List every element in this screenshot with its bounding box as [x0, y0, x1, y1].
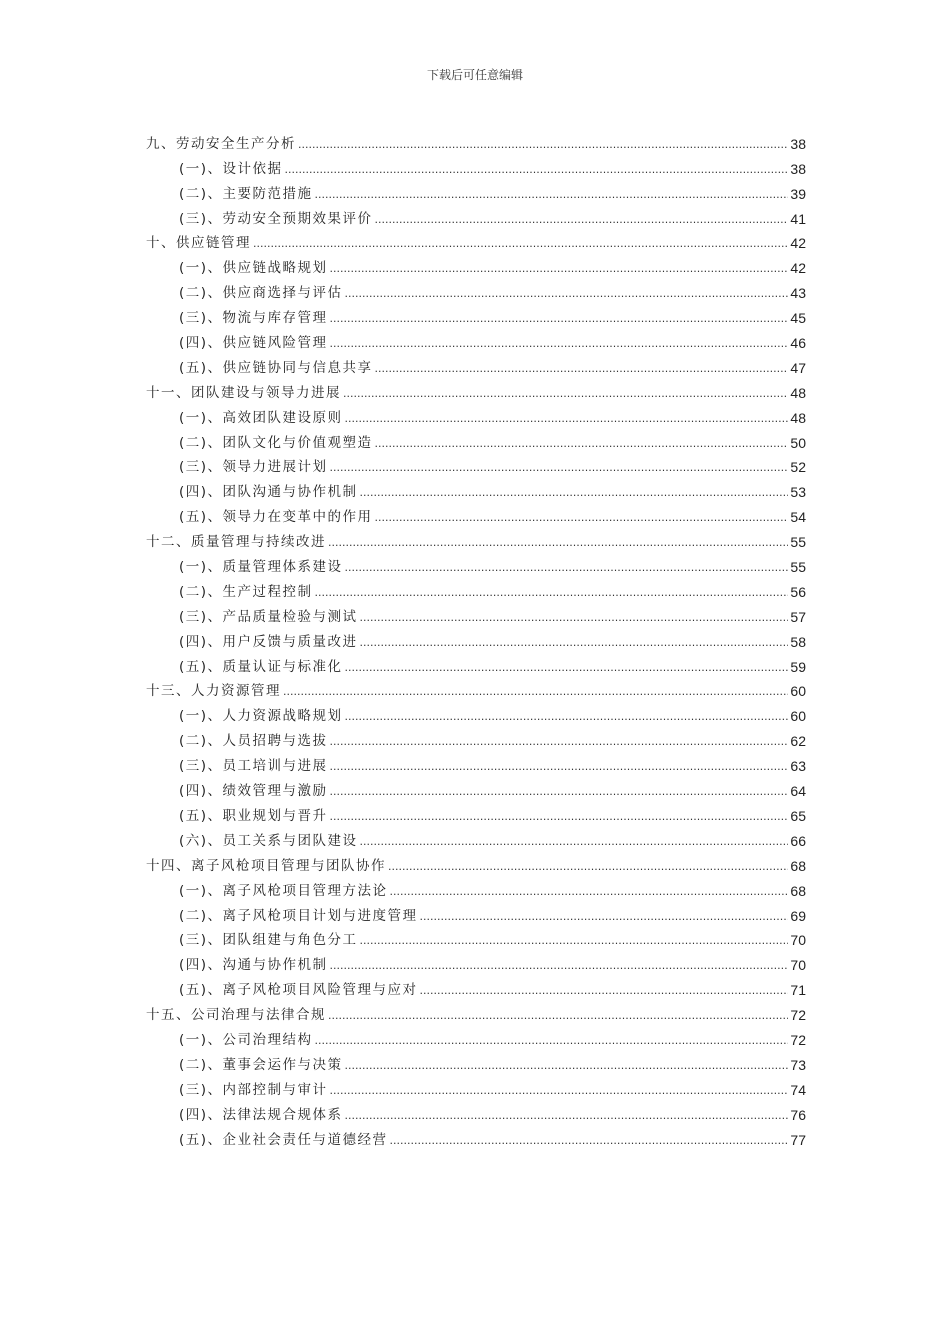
toc-page-number: 76	[790, 1106, 806, 1123]
toc-page-number: 50	[790, 434, 806, 451]
toc-dot-leader	[330, 809, 789, 825]
toc-page-number: 73	[790, 1056, 806, 1073]
toc-entry-label: (五)、领导力在变革中的作用	[179, 509, 373, 526]
toc-entry-label: (一)、设计依据	[179, 160, 283, 177]
toc-section-entry[interactable]	[146, 178, 806, 203]
toc-section-entry[interactable]	[146, 153, 806, 178]
toc-entry-label: (二)、董事会运作与决策	[179, 1056, 343, 1073]
toc-dot-leader	[343, 386, 788, 402]
toc-entry-label: (五)、供应链协同与信息共享	[179, 359, 373, 376]
toc-page-number: 60	[790, 683, 806, 700]
toc-entry-label: 十二、质量管理与持续改进	[146, 534, 326, 551]
toc-dot-leader	[285, 162, 789, 178]
toc-page-number: 72	[790, 1007, 806, 1024]
toc-dot-leader	[298, 137, 788, 153]
toc-dot-leader	[330, 460, 789, 476]
toc-dot-leader	[330, 958, 789, 974]
toc-entry-label: (四)、用户反馈与质量改进	[179, 633, 358, 650]
toc-section-entry[interactable]	[146, 551, 806, 576]
toc-page-number: 72	[790, 1031, 806, 1048]
toc-section-entry[interactable]	[146, 402, 806, 427]
toc-chapter-entry[interactable]	[146, 128, 806, 153]
toc-entry-label: (二)、主要防范措施	[179, 185, 313, 202]
toc-dot-leader	[420, 909, 789, 925]
toc-dot-leader	[345, 1108, 789, 1124]
toc-entry-label: (二)、供应商选择与评估	[179, 285, 343, 302]
toc-page-number: 46	[790, 335, 806, 352]
toc-page-number: 65	[790, 807, 806, 824]
toc-entry-label: (三)、产品质量检验与测试	[179, 608, 358, 625]
toc-section-entry[interactable]	[146, 576, 806, 601]
toc-dot-leader	[330, 261, 789, 277]
toc-dot-leader	[345, 560, 789, 576]
toc-page-number: 60	[790, 708, 806, 725]
toc-page-number: 63	[790, 758, 806, 775]
toc-section-entry[interactable]	[146, 427, 806, 452]
toc-entry-label: (五)、离子风枪项目风险管理与应对	[179, 982, 418, 999]
toc-entry-label: (三)、劳动安全预期效果评价	[179, 210, 373, 227]
toc-page-number: 74	[790, 1081, 806, 1098]
toc-page-number: 64	[790, 783, 806, 800]
toc-entry-label: 十、供应链管理	[146, 235, 251, 252]
toc-section-entry[interactable]	[146, 601, 806, 626]
toc-page-number: 68	[790, 857, 806, 874]
toc-dot-leader	[330, 1083, 789, 1099]
toc-entry-label: (二)、离子风枪项目计划与进度管理	[179, 907, 418, 924]
toc-entry-label: (三)、内部控制与审计	[179, 1081, 328, 1098]
toc-section-entry[interactable]	[146, 875, 806, 900]
toc-dot-leader	[253, 236, 788, 252]
toc-entry-label: (二)、团队文化与价值观塑造	[179, 434, 373, 451]
toc-section-entry[interactable]	[146, 651, 806, 676]
toc-page-number: 62	[790, 733, 806, 750]
toc-page-number: 42	[790, 260, 806, 277]
toc-entry-label: (四)、团队沟通与协作机制	[179, 484, 358, 501]
toc-page-number: 55	[790, 559, 806, 576]
toc-dot-leader	[420, 983, 789, 999]
toc-dot-leader	[345, 286, 789, 302]
toc-chapter-entry[interactable]	[146, 676, 806, 701]
toc-page-number: 53	[790, 484, 806, 501]
toc-entry-label: (四)、供应链风险管理	[179, 335, 328, 352]
toc-page-number: 39	[790, 185, 806, 202]
toc-entry-label: (一)、公司治理结构	[179, 1031, 313, 1048]
toc-section-entry[interactable]	[146, 825, 806, 850]
toc-chapter-entry[interactable]	[146, 999, 806, 1024]
toc-entry-label: (三)、团队组建与角色分工	[179, 932, 358, 949]
toc-section-entry[interactable]	[146, 1124, 806, 1149]
toc-dot-leader	[330, 759, 789, 775]
toc-section-entry[interactable]	[146, 277, 806, 302]
toc-entry-label: (二)、人员招聘与选拔	[179, 733, 328, 750]
toc-page-number: 52	[790, 459, 806, 476]
toc-section-entry[interactable]	[146, 974, 806, 999]
toc-section-entry[interactable]	[146, 775, 806, 800]
toc-dot-leader	[315, 187, 789, 203]
toc-entry-label: (三)、物流与库存管理	[179, 310, 328, 327]
toc-section-entry[interactable]	[146, 352, 806, 377]
toc-section-entry[interactable]	[146, 1024, 806, 1049]
toc-section-entry[interactable]	[146, 476, 806, 501]
toc-dot-leader	[315, 1033, 789, 1049]
toc-entry-label: 十一、团队建设与领导力进展	[146, 384, 341, 401]
toc-dot-leader	[315, 585, 789, 601]
toc-section-entry[interactable]	[146, 800, 806, 825]
toc-entry-label: 十三、人力资源管理	[146, 683, 281, 700]
toc-entry-label: 十四、离子风枪项目管理与团队协作	[146, 857, 386, 874]
toc-section-entry[interactable]	[146, 1049, 806, 1074]
toc-dot-leader	[283, 684, 788, 700]
toc-dot-leader	[375, 510, 789, 526]
toc-section-entry[interactable]	[146, 700, 806, 725]
toc-dot-leader	[388, 859, 788, 875]
toc-entry-label: (一)、离子风枪项目管理方法论	[179, 882, 388, 899]
toc-dot-leader	[375, 212, 789, 228]
toc-dot-leader	[360, 635, 789, 651]
toc-dot-leader	[330, 311, 789, 327]
toc-dot-leader	[390, 1133, 789, 1149]
toc-dot-leader	[360, 610, 789, 626]
toc-section-entry[interactable]	[146, 626, 806, 651]
toc-entry-label: (五)、企业社会责任与道德经营	[179, 1131, 388, 1148]
toc-page-number: 59	[790, 658, 806, 675]
toc-page-number: 66	[790, 832, 806, 849]
toc-page-number: 48	[790, 409, 806, 426]
toc-entry-label: 十五、公司治理与法律合规	[146, 1007, 326, 1024]
toc-section-entry[interactable]	[146, 203, 806, 228]
toc-dot-leader	[330, 336, 789, 352]
toc-page-number: 55	[790, 534, 806, 551]
toc-dot-leader	[345, 1058, 789, 1074]
page-header: 下载后可任意编辑	[426, 68, 523, 82]
toc-section-entry[interactable]	[146, 501, 806, 526]
toc-page-number: 69	[790, 907, 806, 924]
toc-page-number: 70	[790, 957, 806, 974]
toc-entry-label: (一)、人力资源战略规划	[179, 708, 343, 725]
toc-entry-label: (三)、员工培训与进展	[179, 758, 328, 775]
toc-page-number: 70	[790, 932, 806, 949]
toc-dot-leader	[390, 884, 789, 900]
table-of-contents	[146, 128, 806, 1149]
toc-section-entry[interactable]	[146, 1099, 806, 1124]
toc-page-number: 48	[790, 384, 806, 401]
toc-page-number: 56	[790, 583, 806, 600]
toc-entry-label: (六)、员工关系与团队建设	[179, 832, 358, 849]
toc-dot-leader	[375, 361, 789, 377]
toc-page-number: 42	[790, 235, 806, 252]
toc-page-number: 41	[790, 210, 806, 227]
toc-entry-label: (四)、沟通与协作机制	[179, 957, 328, 974]
toc-page-number: 43	[790, 285, 806, 302]
toc-entry-label: (四)、绩效管理与激励	[179, 783, 328, 800]
toc-entry-label: 九、劳动安全生产分析	[146, 135, 296, 152]
toc-dot-leader	[345, 411, 789, 427]
toc-dot-leader	[330, 734, 789, 750]
toc-dot-leader	[345, 709, 789, 725]
toc-section-entry[interactable]	[146, 725, 806, 750]
toc-chapter-entry[interactable]	[146, 377, 806, 402]
toc-entry-label: (五)、职业规划与晋升	[179, 807, 328, 824]
toc-section-entry[interactable]	[146, 327, 806, 352]
toc-dot-leader	[345, 660, 789, 676]
toc-section-entry[interactable]	[146, 1074, 806, 1099]
toc-page-number: 45	[790, 310, 806, 327]
toc-page-number: 57	[790, 608, 806, 625]
toc-page-number: 38	[790, 160, 806, 177]
toc-dot-leader	[328, 535, 788, 551]
toc-dot-leader	[360, 834, 789, 850]
toc-entry-label: (一)、供应链战略规划	[179, 260, 328, 277]
toc-page-number: 68	[790, 882, 806, 899]
toc-dot-leader	[330, 784, 789, 800]
toc-section-entry[interactable]	[146, 900, 806, 925]
toc-section-entry[interactable]	[146, 925, 806, 950]
toc-entry-label: (五)、质量认证与标准化	[179, 658, 343, 675]
toc-chapter-entry[interactable]	[146, 850, 806, 875]
toc-section-entry[interactable]	[146, 452, 806, 477]
toc-entry-label: (四)、法律法规合规体系	[179, 1106, 343, 1123]
toc-dot-leader	[328, 1008, 788, 1024]
toc-chapter-entry[interactable]	[146, 228, 806, 253]
toc-section-entry[interactable]	[146, 302, 806, 327]
toc-entry-label: (三)、领导力进展计划	[179, 459, 328, 476]
toc-dot-leader	[360, 485, 789, 501]
toc-section-entry[interactable]	[146, 252, 806, 277]
toc-page-number: 38	[790, 135, 806, 152]
toc-page-number: 54	[790, 509, 806, 526]
toc-dot-leader	[375, 436, 789, 452]
toc-dot-leader	[360, 933, 789, 949]
toc-section-entry[interactable]	[146, 949, 806, 974]
toc-entry-label: (二)、生产过程控制	[179, 583, 313, 600]
toc-page-number: 77	[790, 1131, 806, 1148]
toc-chapter-entry[interactable]	[146, 526, 806, 551]
toc-section-entry[interactable]	[146, 750, 806, 775]
toc-entry-label: (一)、质量管理体系建设	[179, 559, 343, 576]
toc-page-number: 47	[790, 359, 806, 376]
toc-entry-label: (一)、高效团队建设原则	[179, 409, 343, 426]
toc-page-number: 71	[790, 982, 806, 999]
toc-page-number: 58	[790, 633, 806, 650]
